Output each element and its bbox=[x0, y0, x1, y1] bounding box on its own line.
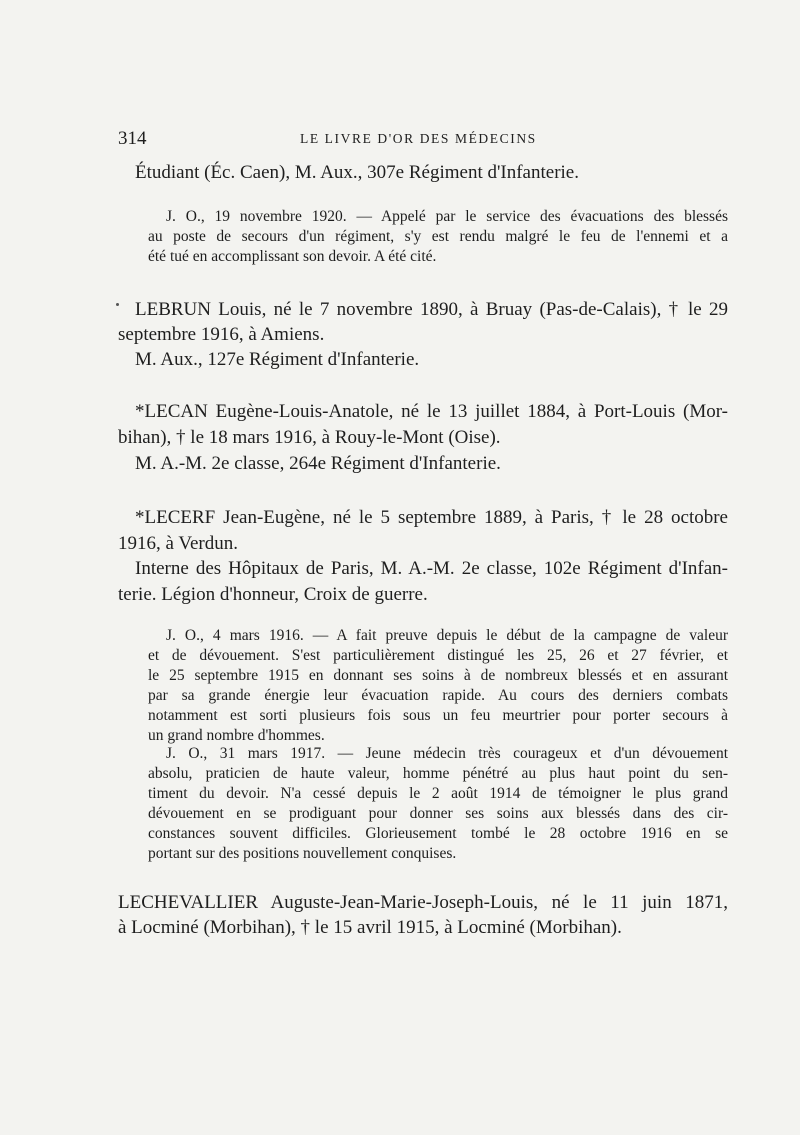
entry-line: LEBRUN Louis, né le 7 novembre 1890, à Bruay (Pas-de-Calais), † le 29 bbox=[135, 299, 728, 320]
citation-line: J. O., 31 mars 1917. — Jeune médecin très courageux et d'un dévouement bbox=[166, 745, 728, 762]
citation-line: notamment est sorti plusieurs fois sous un feu meurtrier pour porter secours à bbox=[148, 707, 728, 724]
citation-line: le 25 septembre 1915 en donnant ses soins à de nombreux blessés et en assurant bbox=[148, 667, 728, 684]
ink-speck bbox=[116, 303, 119, 306]
entry-line: M. A.-M. 2e classe, 264e Régiment d'Infanterie. bbox=[135, 453, 501, 474]
entry-line: Étudiant (Éc. Caen), M. Aux., 307e Régiment d'Infanterie. bbox=[135, 162, 579, 183]
citation-line: J. O., 19 novembre 1920. — Appelé par le service des évacuations des blessés bbox=[166, 208, 728, 225]
citation-line: absolu, praticien de haute valeur, homme pénétré au plus haut point du sen- bbox=[148, 765, 728, 782]
citation-line: constances souvent difficiles. Glorieusement tombé le 28 octobre 1916 en se bbox=[148, 825, 728, 842]
entry-line: *LECAN Eugène-Louis-Anatole, né le 13 juillet 1884, à Port-Louis (Mor- bbox=[135, 401, 728, 422]
citation-line: portant sur des positions nouvellement conquises. bbox=[148, 845, 457, 862]
entry-line: à Locminé (Morbihan), † le 15 avril 1915, à Locminé (Morbihan). bbox=[118, 917, 622, 938]
running-title: LE LIVRE D'OR DES MÉDECINS bbox=[300, 131, 537, 146]
entry-line: septembre 1916, à Amiens. bbox=[118, 324, 325, 345]
entry-line: terie. Légion d'honneur, Croix de guerre. bbox=[118, 584, 428, 605]
page-number: 314 bbox=[118, 128, 147, 149]
citation-line: au poste de secours d'un régiment, s'y est rendu malgré le feu de l'ennemi et a bbox=[148, 228, 728, 245]
citation-line: un grand nombre d'hommes. bbox=[148, 727, 325, 744]
entry-line: M. Aux., 127e Régiment d'Infanterie. bbox=[135, 349, 420, 370]
entry-line: *LECERF Jean-Eugène, né le 5 septembre 1889, à Paris, † le 28 octobre bbox=[135, 507, 728, 528]
entry-line: Interne des Hôpitaux de Paris, M. A.-M. 2e classe, 102e Régiment d'Infan- bbox=[135, 558, 728, 579]
citation-line: timent du devoir. N'a cessé depuis le 2 août 1914 de témoigner le plus grand bbox=[148, 785, 728, 802]
citation-line: J. O., 4 mars 1916. — A fait preuve depuis le début de la campagne de valeur bbox=[166, 627, 728, 644]
citation-line: été tué en accomplissant son devoir. A été cité. bbox=[148, 248, 437, 265]
entry-line: bihan), † le 18 mars 1916, à Rouy-le-Mont (Oise). bbox=[118, 427, 501, 448]
citation-line: et de dévouement. S'est particulièrement distingué les 25, 26 et 27 février, et bbox=[148, 647, 728, 664]
citation-line: par sa grande énergie leur évacuation rapide. Au cours des derniers combats bbox=[148, 687, 728, 704]
citation-line: dévouement en se prodiguant pour donner ses soins aux blessés dans des cir- bbox=[148, 805, 728, 822]
entry-line: 1916, à Verdun. bbox=[118, 533, 238, 554]
entry-line: LECHEVALLIER Auguste-Jean-Marie-Joseph-Louis, né le 11 juin 1871, bbox=[118, 892, 728, 913]
